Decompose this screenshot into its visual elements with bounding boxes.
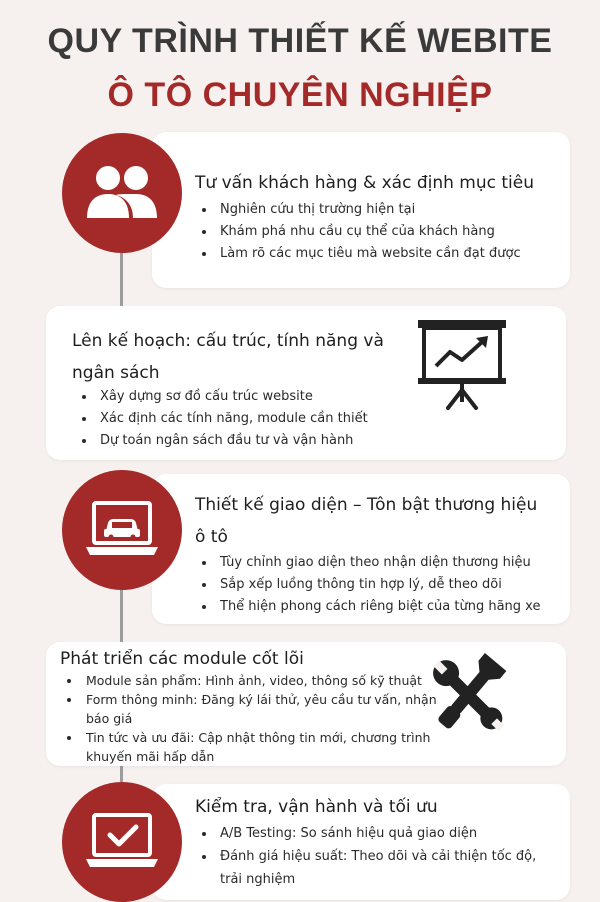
step-4-bullet: • Form thông minh: Đăng ký lái thử, yêu cầu tư vấn, nhận báo giá [82, 690, 442, 728]
step-3-badge [62, 470, 182, 590]
step-5-bullet: • Đánh giá hiệu suất: Theo dõi và cải thiện tốc độ, trải nghiệm [216, 845, 556, 891]
step-1-bullet: • Nghiên cứu thị trường hiện tại [216, 199, 576, 221]
step-2-bullet: • Dự toán ngân sách đầu tư và vận hành [96, 430, 426, 452]
timeline-connector [120, 588, 123, 644]
laptop-car-icon [84, 499, 160, 561]
step-4-bullet: • Module sản phẩm: Hình ảnh, video, thông số kỹ thuật [82, 671, 442, 690]
step-1-bullet: • Khám phá nhu cầu cụ thể của khách hàng [216, 221, 576, 243]
step-5-bullet: • A/B Testing: So sánh hiệu quả giao diện [216, 822, 556, 845]
tools-icon [418, 652, 518, 738]
laptop-check-icon [84, 811, 160, 873]
step-4-heading: Phát triển các module cốt lõi [60, 649, 304, 669]
step-3-bullets [202, 552, 576, 618]
step-2-bullet: • Xây dựng sơ đồ cấu trúc website [96, 386, 426, 408]
step-5-badge [62, 782, 182, 902]
step-4-bullet: • Tin tức và ưu đãi: Cập nhật thông tin mới, chương trình khuyến mãi hấp dẫn [82, 728, 442, 766]
step-2-heading: Lên kế hoạch: cấu trúc, tính năng và ngân sách [72, 331, 384, 383]
step-1-badge [62, 133, 182, 253]
timeline-connector [120, 248, 123, 308]
step-1-heading: Tư vấn khách hàng & xác định mục tiêu [195, 173, 535, 193]
step-2-bullet: • Xác định các tính năng, module cần thiết [96, 408, 426, 430]
presentation-chart-icon [416, 318, 508, 412]
step-5-heading: Kiểm tra, vận hành và tối ưu [195, 797, 438, 817]
step-3-bullet: • Tùy chỉnh giao diện theo nhận diện thương hiệu [216, 552, 576, 574]
step-3-bullet: • Thể hiện phong cách riêng biệt của từng hãng xe [216, 596, 576, 618]
users-icon [83, 162, 161, 224]
step-2-bullets [82, 386, 426, 452]
step-4-bullets [68, 671, 442, 766]
step-1-bullet: • Làm rõ các mục tiêu mà website cần đạt được [216, 243, 576, 265]
step-1-bullets [202, 199, 576, 265]
step-3-heading: Thiết kế giao diện – Tôn bật thương hiệu ô tô [195, 495, 538, 547]
step-5-bullets [202, 822, 556, 891]
step-3-bullet: • Sắp xếp luồng thông tin hợp lý, dễ theo dõi [216, 574, 576, 596]
infographic-title-line-2: Ô TÔ CHUYÊN NGHIỆP [107, 76, 493, 114]
infographic-title-line-1: QUY TRÌNH THIẾT KẾ WEBITE [47, 22, 553, 60]
